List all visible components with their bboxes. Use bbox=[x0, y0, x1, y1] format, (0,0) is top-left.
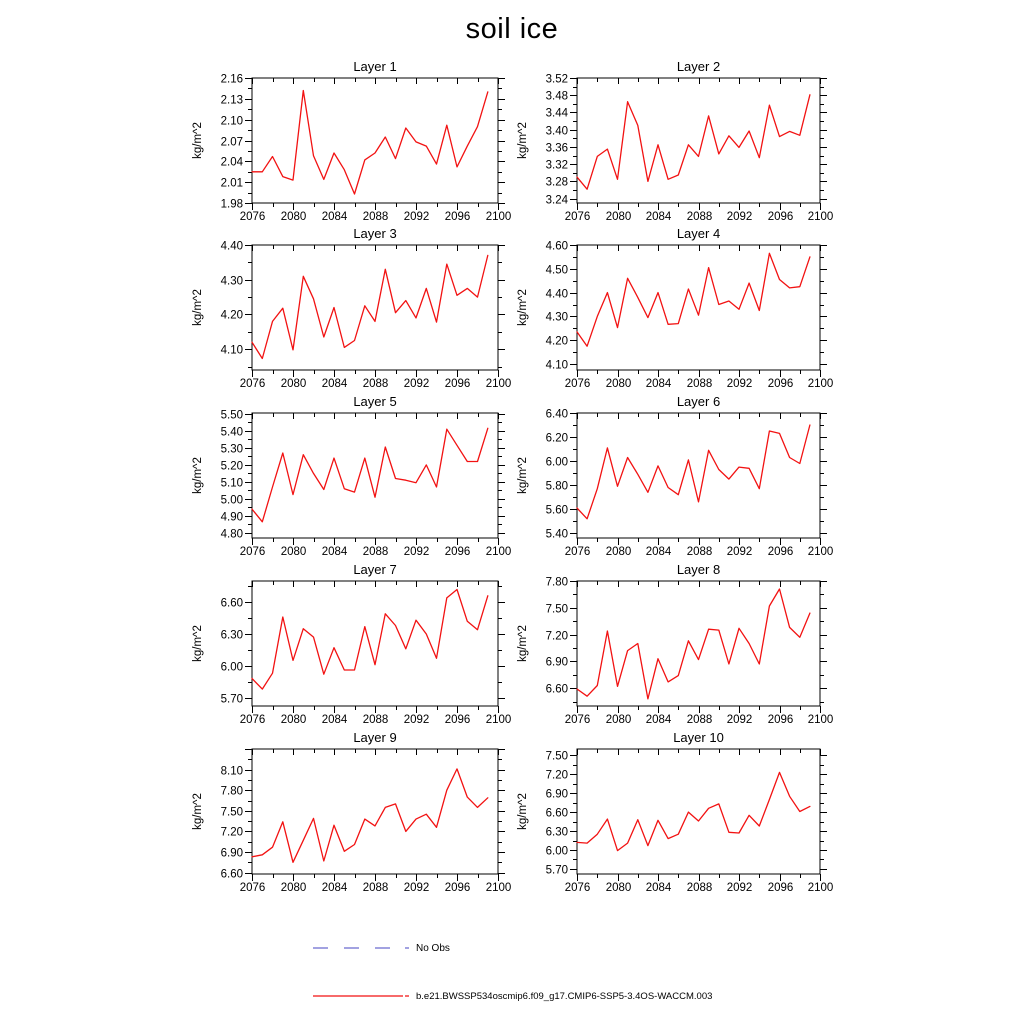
y-tick-label: 4.20 bbox=[545, 335, 568, 348]
y-tick-label: 6.30 bbox=[545, 826, 568, 839]
no-obs-dashed-line-swatch bbox=[312, 941, 410, 955]
x-tick-label: 2084 bbox=[645, 714, 672, 726]
panel-layer-2 bbox=[517, 59, 833, 223]
legend-model-run-label: b.e21.BWSSP534oscmip6.f09_g17.CMIP6-SSP5-3.4OS-WACCM.003 bbox=[416, 990, 713, 1002]
x-tick-label: 2076 bbox=[239, 211, 266, 223]
x-tick-label: 2084 bbox=[645, 546, 672, 558]
legend-model-run bbox=[312, 989, 712, 1003]
panel-title: Layer 9 bbox=[353, 730, 397, 745]
x-tick-label: 2096 bbox=[444, 378, 471, 390]
panel-layer-8 bbox=[517, 562, 833, 726]
y-tick-label: 2.04 bbox=[220, 156, 243, 169]
y-tick-label: 6.60 bbox=[220, 868, 243, 881]
x-tick-label: 2088 bbox=[362, 378, 389, 390]
x-tick-label: 2092 bbox=[403, 882, 430, 894]
x-tick-label: 2088 bbox=[686, 546, 713, 558]
x-tick-label: 2088 bbox=[686, 211, 713, 223]
y-tick-label: 5.70 bbox=[220, 693, 243, 706]
y-tick-label: 5.60 bbox=[545, 504, 568, 517]
x-tick-label: 2092 bbox=[403, 714, 430, 726]
series-line bbox=[252, 428, 488, 522]
x-tick-label: 2076 bbox=[564, 546, 591, 558]
y-tick-label: 6.00 bbox=[220, 661, 243, 674]
panel-layer-10 bbox=[517, 730, 833, 894]
x-tick-label: 2096 bbox=[767, 546, 794, 558]
panel-title: Layer 6 bbox=[676, 394, 721, 409]
y-tick-label: 5.80 bbox=[545, 480, 568, 493]
x-tick-label: 2088 bbox=[362, 882, 389, 894]
x-tick-label: 2100 bbox=[485, 714, 512, 726]
y-axis-label: kg/m^2 bbox=[517, 289, 529, 326]
x-tick-label: 2088 bbox=[362, 714, 389, 726]
series-line bbox=[577, 425, 810, 519]
x-tick-label: 2096 bbox=[767, 211, 794, 223]
y-tick-label: 6.60 bbox=[545, 807, 568, 820]
legend-no-obs bbox=[312, 941, 450, 955]
x-tick-label: 2092 bbox=[403, 546, 430, 558]
x-tick-label: 2092 bbox=[726, 211, 753, 223]
x-tick-label: 2076 bbox=[564, 211, 591, 223]
x-tick-label: 2084 bbox=[645, 211, 672, 223]
x-tick-label: 2088 bbox=[686, 882, 713, 894]
x-tick-label: 2092 bbox=[403, 211, 430, 223]
x-tick-label: 2080 bbox=[280, 211, 307, 223]
x-tick-label: 2084 bbox=[321, 211, 348, 223]
x-tick-label: 2076 bbox=[239, 378, 266, 390]
y-tick-label: 5.40 bbox=[220, 426, 243, 439]
y-tick-label: 7.50 bbox=[545, 603, 568, 616]
x-tick-label: 2084 bbox=[645, 882, 672, 894]
y-tick-label: 3.28 bbox=[545, 176, 568, 189]
series-line bbox=[252, 590, 488, 690]
y-tick-label: 4.50 bbox=[545, 264, 568, 277]
series-line bbox=[577, 253, 810, 346]
x-tick-label: 2100 bbox=[807, 882, 834, 894]
y-tick-label: 2.01 bbox=[220, 177, 243, 190]
plot-frame bbox=[252, 78, 498, 203]
x-tick-label: 2096 bbox=[444, 882, 471, 894]
y-tick-label: 5.10 bbox=[220, 477, 243, 490]
panel-layer-5 bbox=[192, 394, 511, 558]
y-axis-label: kg/m^2 bbox=[517, 793, 529, 830]
y-tick-label: 1.98 bbox=[220, 198, 243, 211]
y-tick-label: 6.60 bbox=[220, 597, 243, 610]
x-tick-label: 2080 bbox=[605, 714, 632, 726]
panel-layer-6 bbox=[517, 394, 833, 558]
x-tick-label: 2100 bbox=[807, 546, 834, 558]
y-axis-label: kg/m^2 bbox=[192, 122, 204, 159]
x-tick-label: 2096 bbox=[767, 882, 794, 894]
plot-frame bbox=[252, 749, 498, 874]
panel-layer-1 bbox=[192, 59, 511, 223]
y-tick-label: 6.60 bbox=[545, 683, 568, 696]
series-line bbox=[252, 255, 488, 358]
plot-frame bbox=[577, 749, 820, 874]
y-tick-label: 4.30 bbox=[545, 311, 568, 324]
panel-title: Layer 4 bbox=[676, 226, 721, 241]
x-tick-label: 2088 bbox=[686, 378, 713, 390]
y-axis-label: kg/m^2 bbox=[192, 625, 204, 662]
x-tick-label: 2084 bbox=[645, 378, 672, 390]
y-tick-label: 4.10 bbox=[220, 344, 243, 357]
y-axis-label: kg/m^2 bbox=[192, 793, 204, 830]
y-tick-label: 2.10 bbox=[220, 115, 243, 128]
y-axis-label: kg/m^2 bbox=[192, 457, 204, 494]
x-tick-label: 2100 bbox=[485, 882, 512, 894]
x-tick-label: 2100 bbox=[807, 211, 834, 223]
x-tick-label: 2096 bbox=[767, 378, 794, 390]
y-tick-label: 4.80 bbox=[220, 528, 243, 541]
y-tick-label: 4.10 bbox=[545, 359, 568, 372]
y-tick-label: 5.00 bbox=[220, 494, 243, 507]
y-tick-label: 3.40 bbox=[545, 125, 568, 138]
x-tick-label: 2080 bbox=[280, 546, 307, 558]
y-axis-label: kg/m^2 bbox=[517, 122, 529, 159]
y-tick-label: 4.40 bbox=[220, 240, 243, 253]
x-tick-label: 2080 bbox=[280, 714, 307, 726]
y-tick-label: 7.20 bbox=[545, 769, 568, 782]
y-tick-label: 3.36 bbox=[545, 142, 568, 155]
x-tick-label: 2080 bbox=[605, 211, 632, 223]
y-tick-label: 6.90 bbox=[545, 788, 568, 801]
y-tick-label: 2.16 bbox=[220, 73, 243, 86]
y-tick-label: 7.50 bbox=[545, 750, 568, 763]
x-tick-label: 2076 bbox=[564, 378, 591, 390]
x-tick-label: 2076 bbox=[239, 882, 266, 894]
x-tick-label: 2096 bbox=[444, 546, 471, 558]
panel-title: Layer 7 bbox=[353, 562, 397, 577]
x-tick-label: 2100 bbox=[485, 546, 512, 558]
plot-frame bbox=[577, 581, 820, 706]
y-tick-label: 6.00 bbox=[545, 456, 568, 469]
y-tick-label: 7.20 bbox=[545, 630, 568, 643]
y-tick-label: 4.90 bbox=[220, 511, 243, 524]
x-tick-label: 2080 bbox=[605, 882, 632, 894]
plot-frame bbox=[577, 245, 820, 370]
y-tick-label: 3.52 bbox=[545, 73, 568, 86]
y-tick-label: 8.10 bbox=[220, 765, 243, 778]
y-tick-label: 5.50 bbox=[220, 409, 243, 422]
panel-title: Layer 2 bbox=[676, 59, 721, 74]
plot-frame bbox=[577, 78, 820, 203]
y-axis-label: kg/m^2 bbox=[517, 457, 529, 494]
panel-layer-7 bbox=[192, 562, 511, 726]
panel-layer-4 bbox=[517, 226, 833, 390]
x-tick-label: 2080 bbox=[605, 546, 632, 558]
series-line bbox=[252, 91, 488, 195]
y-tick-label: 5.40 bbox=[545, 528, 568, 541]
x-tick-label: 2084 bbox=[321, 714, 348, 726]
x-tick-label: 2092 bbox=[726, 882, 753, 894]
series-line bbox=[577, 589, 810, 699]
x-tick-label: 2100 bbox=[485, 378, 512, 390]
x-tick-label: 2092 bbox=[403, 378, 430, 390]
x-tick-label: 2088 bbox=[362, 546, 389, 558]
page-title: soil ice bbox=[465, 13, 559, 45]
x-tick-label: 2096 bbox=[444, 211, 471, 223]
y-tick-label: 5.70 bbox=[545, 864, 568, 877]
y-tick-label: 7.50 bbox=[220, 806, 243, 819]
y-tick-label: 3.32 bbox=[545, 159, 568, 172]
panel-title: Layer 10 bbox=[673, 730, 724, 745]
model-run-line-swatch bbox=[312, 989, 410, 1003]
y-tick-label: 6.20 bbox=[545, 432, 568, 445]
y-tick-label: 4.30 bbox=[220, 275, 243, 288]
x-tick-label: 2096 bbox=[444, 714, 471, 726]
x-tick-label: 2100 bbox=[485, 211, 512, 223]
plot-frame bbox=[252, 245, 498, 370]
x-tick-label: 2084 bbox=[321, 546, 348, 558]
x-tick-label: 2076 bbox=[564, 714, 591, 726]
panel-title: Layer 8 bbox=[676, 562, 721, 577]
y-tick-label: 7.20 bbox=[220, 826, 243, 839]
plot-frame bbox=[577, 413, 820, 538]
y-tick-label: 5.20 bbox=[220, 460, 243, 473]
x-tick-label: 2084 bbox=[321, 378, 348, 390]
x-tick-label: 2080 bbox=[280, 378, 307, 390]
y-tick-label: 7.80 bbox=[545, 576, 568, 589]
panel-layer-3 bbox=[192, 226, 511, 390]
series-line bbox=[577, 772, 810, 850]
y-tick-label: 6.90 bbox=[220, 847, 243, 860]
y-tick-label: 2.13 bbox=[220, 94, 243, 107]
y-tick-label: 7.80 bbox=[220, 785, 243, 798]
x-tick-label: 2076 bbox=[564, 882, 591, 894]
x-tick-label: 2096 bbox=[767, 714, 794, 726]
y-tick-label: 3.24 bbox=[545, 194, 568, 207]
x-tick-label: 2092 bbox=[726, 714, 753, 726]
y-tick-label: 6.40 bbox=[545, 408, 568, 421]
x-tick-label: 2080 bbox=[280, 882, 307, 894]
y-tick-label: 2.07 bbox=[220, 136, 243, 149]
y-tick-label: 3.48 bbox=[545, 90, 568, 103]
y-axis-label: kg/m^2 bbox=[517, 625, 529, 662]
x-tick-label: 2092 bbox=[726, 546, 753, 558]
x-tick-label: 2100 bbox=[807, 378, 834, 390]
y-tick-label: 6.90 bbox=[545, 656, 568, 669]
y-tick-label: 4.40 bbox=[545, 288, 568, 301]
y-tick-label: 4.20 bbox=[220, 309, 243, 322]
panel-title: Layer 1 bbox=[353, 59, 397, 74]
x-tick-label: 2080 bbox=[605, 378, 632, 390]
panel-title: Layer 5 bbox=[353, 394, 397, 409]
y-tick-label: 4.60 bbox=[545, 240, 568, 253]
series-line bbox=[252, 769, 488, 862]
y-axis-label: kg/m^2 bbox=[192, 289, 204, 326]
y-tick-label: 6.30 bbox=[220, 629, 243, 642]
x-tick-label: 2088 bbox=[686, 714, 713, 726]
x-tick-label: 2088 bbox=[362, 211, 389, 223]
x-tick-label: 2100 bbox=[807, 714, 834, 726]
legend-no-obs-label: No Obs bbox=[416, 942, 450, 954]
y-tick-label: 5.30 bbox=[220, 443, 243, 456]
x-tick-label: 2092 bbox=[726, 378, 753, 390]
x-tick-label: 2076 bbox=[239, 546, 266, 558]
series-line bbox=[577, 95, 810, 189]
y-tick-label: 6.00 bbox=[545, 845, 568, 858]
x-tick-label: 2076 bbox=[239, 714, 266, 726]
y-tick-label: 3.44 bbox=[545, 107, 568, 120]
panel-title: Layer 3 bbox=[353, 226, 397, 241]
x-tick-label: 2084 bbox=[321, 882, 348, 894]
panel-layer-9 bbox=[192, 730, 511, 894]
